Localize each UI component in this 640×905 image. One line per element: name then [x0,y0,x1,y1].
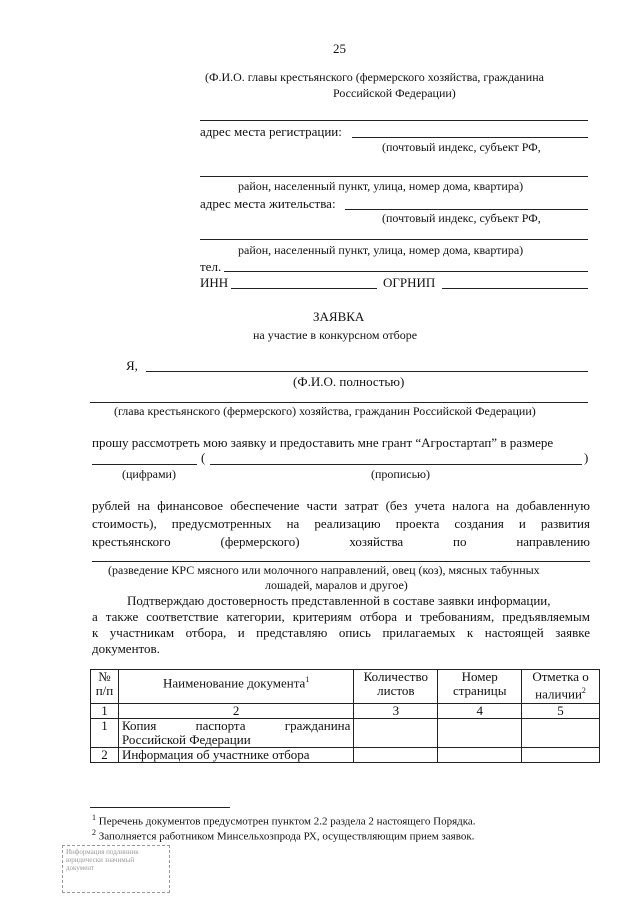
table-header-row [91,670,600,704]
table-row [91,719,600,748]
purpose-word: крестьянского [92,534,171,549]
inn-label: ИНН [200,275,229,290]
ogrnip-label: ОГРНИП [383,275,436,290]
purpose-direction-blank [92,561,590,562]
applicant-name-blank [146,371,588,372]
registration-label: адрес места регистрации: [200,124,342,139]
header-caption-line1: (Ф.И.О. главы крестьянского (фермерского хозяйства, гражданина [205,70,544,84]
header-caption-line2: Российской Федерации) [333,86,456,100]
tel-blank [224,271,588,272]
table-cell [522,748,600,763]
table-row [91,748,600,763]
purpose-line2: стоимость), предусмотренных на реализацию проекта создания и развития [92,516,590,531]
purpose-line1: рублей на финансовое обеспечение части затрат (без учета налога на добавленную [92,498,590,513]
table-cell [354,748,438,763]
table-cell: 2 [118,704,353,719]
footnote-separator [90,807,230,808]
confirm-line3: к участникам отбора, и представляю опись прилагаемых к настоящей заявке [92,625,590,640]
table-cell: 1 [91,704,119,719]
footnote-1-text: Перечень документов предусмотрен пунктом 2.2 раздела 2 настоящего Порядка. [98,815,476,828]
table-index-row [91,704,600,719]
applicant-name-hint: (Ф.И.О. полностью) [293,374,405,389]
request-text: прошу рассмотреть мою заявку и предоставить мне грант “Агростартап” в размере [92,435,554,450]
residence-hint2: район, населенный пункт, улица, номер дома, квартира) [238,243,524,257]
stamp-line: документ [66,864,95,872]
confirm-line4: документов. [92,641,160,656]
table-cell: Копия паспорта гражданина Российской Федерации [118,719,353,748]
table-cell: 4 [438,704,522,719]
purpose-hint-line1: (разведение КРС мясного или молочного направлений, овец (коз), мясных табунных [108,563,540,577]
stamp-line: Информация подлинник [66,848,139,856]
amount-words-hint: (прописью) [371,467,431,481]
applicant-status-hint: (глава крестьянского (фермерского) хозяйства, гражданин Российской Федерации) [114,404,536,418]
table-cell [438,719,522,748]
purpose-word: хозяйства [349,534,404,549]
table-cell: 2 [91,748,119,763]
table-cell: Информация об участнике отбора [118,748,353,763]
page-number: 25 [333,41,346,56]
amount-digits-blank [92,464,197,465]
table-cell: 3 [354,704,438,719]
registration-blank [352,137,588,138]
purpose-word: направлению [516,534,590,549]
confirm-line1: Подтверждаю достоверность представленной в составе заявки информации, [127,593,551,608]
purpose-word: (фермерского) [220,534,300,549]
purpose-word: по [453,534,467,549]
inn-blank [231,288,377,289]
purpose-line3 [92,534,590,550]
amount-paren-open: ( [201,450,206,465]
registration-blank-2 [200,176,588,177]
amount-digits-hint: (цифрами) [122,467,176,481]
header-num: № п/п [91,670,119,704]
header-top-line [200,120,588,121]
confirm-line2: а также соответствие категории, критериям отбора и требованиям, предъявляемым [92,609,590,624]
footnote-2 [92,828,474,843]
footnote-1 [92,813,476,828]
registration-hint2: район, населенный пункт, улица, номер дома, квартира) [238,179,524,193]
header-document-name: Наименование документа$^1$ [118,670,353,704]
residence-label: адрес места жительства: [200,196,336,211]
documents-table [90,669,600,763]
document-stamp [62,845,170,893]
table-cell [522,719,600,748]
document-subtitle: на участие в конкурсном отборе [253,328,418,342]
residence-hint1: (почтовый индекс, субъект РФ, [382,211,541,225]
amount-paren-close: ) [584,450,589,465]
residence-blank [345,209,588,210]
amount-words-blank [210,464,582,465]
residence-blank-2 [200,239,588,240]
header-presence-mark: Отметка о наличии$^2$ [522,670,600,704]
footnote-2-text: Заполняется работником Минсельхозпрода РХ, осуществляющим прием заявок. [98,830,475,843]
table-cell [438,748,522,763]
registration-hint1: (почтовый индекс, субъект РФ, [382,140,541,154]
header-sheet-count: Количество листов [354,670,438,704]
document-title: ЗАЯВКА [313,309,365,324]
ogrnip-blank [442,288,588,289]
footnote-2-mark: 2 [92,828,96,837]
table-cell: 1 [91,719,119,748]
applicant-status-blank [90,402,588,403]
footnote-1-mark: 1 [92,813,96,822]
purpose-hint-line2: лошадей, маралов и другое) [265,578,408,592]
applicant-prefix: Я, [126,358,138,373]
header-page-number: Номер страницы [438,670,522,704]
table-cell: 5 [522,704,600,719]
tel-label: тел. [200,259,222,274]
table-cell [354,719,438,748]
stamp-line: юридически значимый [66,856,135,864]
